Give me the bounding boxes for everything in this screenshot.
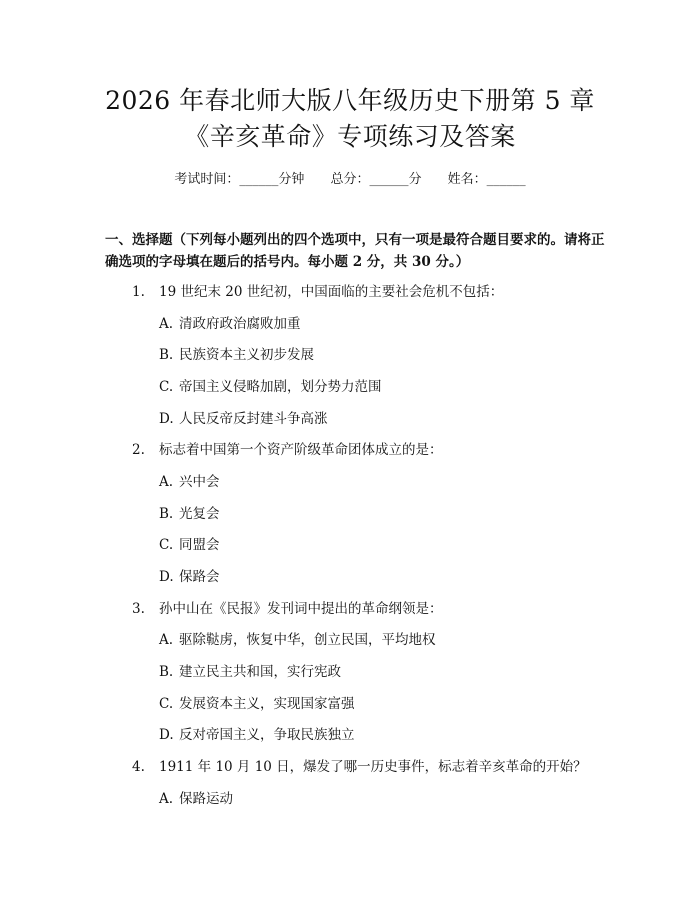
question-number: 4. xyxy=(132,759,145,775)
option-letter: A. xyxy=(159,632,174,648)
option-letter: B. xyxy=(159,664,174,680)
option-2a xyxy=(159,473,220,491)
question-3 xyxy=(132,600,443,618)
question-number: 2. xyxy=(132,442,145,458)
option-text: 帝国主义侵略加剧，划分势力范围 xyxy=(179,379,382,395)
option-3a xyxy=(159,631,436,649)
option-letter: B. xyxy=(159,506,174,522)
option-text: 同盟会 xyxy=(179,537,220,553)
page-title-line1: 2026 年春北师大版八年级历史下册第 5 章 xyxy=(105,86,595,115)
option-letter: C. xyxy=(159,696,174,712)
option-text: 兴中会 xyxy=(179,474,220,490)
option-letter: A. xyxy=(159,316,174,332)
question-1 xyxy=(132,283,503,301)
option-text: 驱除鞑虏，恢复中华，创立民国，平均地权 xyxy=(179,632,436,648)
option-3c xyxy=(159,695,355,713)
option-4a xyxy=(159,790,233,808)
option-1b xyxy=(159,346,314,364)
option-3d xyxy=(159,726,355,744)
option-1d xyxy=(159,410,328,428)
question-text: 19 世纪末 20 世纪初，中国面临的主要社会危机不包括： xyxy=(159,284,504,300)
option-letter: C. xyxy=(159,537,174,553)
option-1a xyxy=(159,315,301,333)
option-letter: C. xyxy=(159,379,174,395)
option-2d xyxy=(159,568,220,586)
option-2b xyxy=(159,505,220,523)
question-text: 标志着中国第一个资产阶级革命团体成立的是： xyxy=(159,442,443,458)
option-text: 反对帝国主义，争取民族独立 xyxy=(179,727,355,743)
exam-time-label: 考试时间：______分钟 xyxy=(174,172,305,187)
question-4 xyxy=(132,758,587,776)
option-text: 人民反帝反封建斗争高涨 xyxy=(179,411,328,427)
question-text: 孙中山在《民报》发刊词中提出的革命纲领是： xyxy=(159,601,443,617)
option-text: 建立民主共和国，实行宪政 xyxy=(179,664,341,680)
option-text: 清政府政治腐败加重 xyxy=(179,316,301,332)
option-letter: D. xyxy=(159,569,174,585)
question-text: 1911 年 10 月 10 日，爆发了哪一历史事件，标志着辛亥革命的开始？ xyxy=(159,759,587,775)
option-3b xyxy=(159,663,341,681)
question-number: 1. xyxy=(132,284,145,300)
option-2c xyxy=(159,536,220,554)
student-name-label: 姓名：______ xyxy=(447,172,526,187)
option-text: 民族资本主义初步发展 xyxy=(179,347,314,363)
question-2 xyxy=(132,441,443,459)
option-text: 光复会 xyxy=(179,506,220,522)
option-text: 保路会 xyxy=(179,569,220,585)
option-text: 保路运动 xyxy=(179,791,233,807)
question-number: 3. xyxy=(132,601,145,617)
option-letter: A. xyxy=(159,791,174,807)
option-letter: B. xyxy=(159,347,174,363)
option-letter: D. xyxy=(159,727,174,743)
option-letter: A. xyxy=(159,474,174,490)
total-score-label: 总分：______分 xyxy=(330,172,422,187)
exam-info xyxy=(0,168,700,187)
section-heading: 一、选择题（下列每小题列出的四个选项中，只有一项是最符合题目要求的。请将正确选项的字母填在题后的括号内。每小题 2 分，共 30 分。） xyxy=(105,232,605,270)
option-1c xyxy=(159,378,382,396)
option-letter: D. xyxy=(159,411,174,427)
page-title-line2: 《辛亥革命》专项练习及答案 xyxy=(184,122,516,151)
option-text: 发展资本主义，实现国家富强 xyxy=(179,696,355,712)
